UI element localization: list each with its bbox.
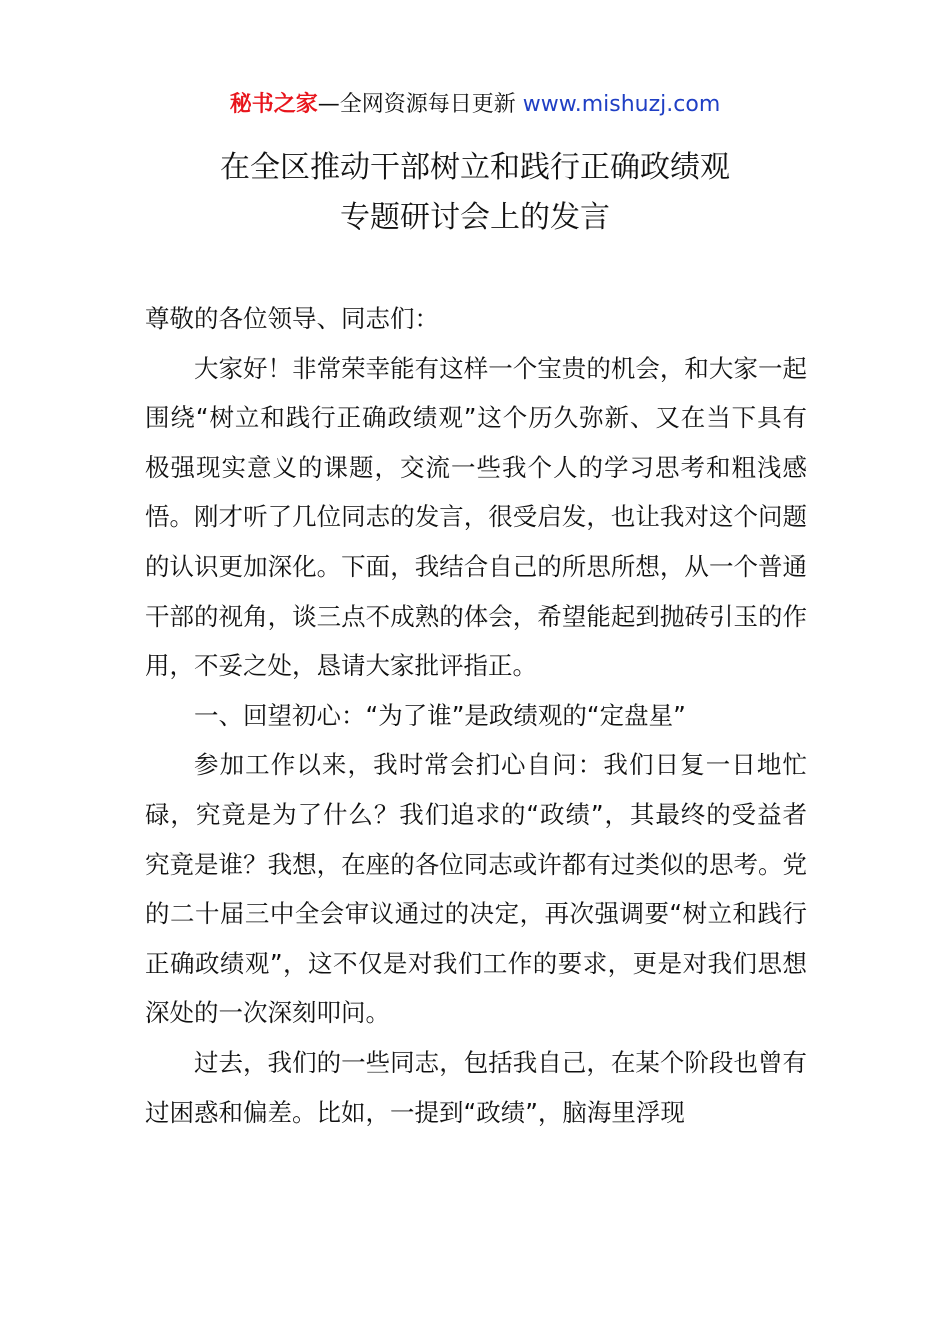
document-title-line-2: 专题研讨会上的发言 [340,200,610,235]
site-header [0,88,950,122]
section-heading: 一、回望初心：“为了谁”是政绩观的“定盘星” [194,700,686,730]
brand-name: 秘书之家 [229,92,318,117]
salutation: 尊敬的各位领导、同志们： [145,304,439,333]
paragraph: 大家好！非常荣幸能有这样一个宝贵的机会，和大家一起围绕“树立和践行正确政绩观”这个历久弥新、又在当下具有极强现实意义的课题，交流一些我个人的学习思考和粗浅感悟。刚才听了几位同志的发言，很受启发，也让我对这个问题的认识更加深化。下面，我结合自己的所思所想，从一个普通干部的视角，谈三点不成熟的体会，希望能起到抛砖引玉的作用，不妥之处，恳请大家批评指正。 [145,353,807,681]
site-url[interactable]: www.mishuzj.com [522,92,721,117]
document-body [145,294,807,1137]
header-tagline: —全网资源每日更新 [317,92,523,117]
paragraph: 过去，我们的一些同志，包括我自己，在某个阶段也曾有过困惑和偏差。比如，一提到“政绩”，脑海里浮现 [145,1047,807,1127]
document-title-line-1: 在全区推动干部树立和践行正确政绩观 [220,150,730,185]
paragraph: 参加工作以来，我时常会扪心自问：我们日复一日地忙碌，究竟是为了什么？我们追求的“政绩”，其最终的受益者究竟是谁？我想，在座的各位同志或许都有过类似的思考。党的二十届三中全会审议通过的决定，再次强调要“树立和践行正确政绩观”，这不仅是对我们工作的要求，更是对我们思想深处的一次深刻叩问。 [145,750,807,1028]
